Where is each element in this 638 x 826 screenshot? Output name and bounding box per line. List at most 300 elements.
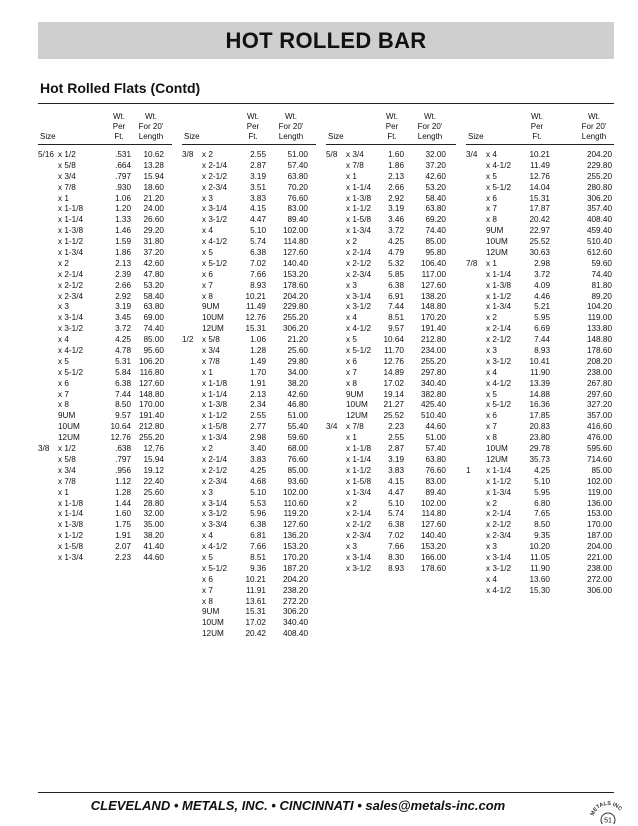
weight-per-20ft: 47.80 xyxy=(143,269,164,279)
weight-per-20ft: 25.60 xyxy=(143,487,164,497)
table-row xyxy=(182,531,316,542)
table-row xyxy=(466,542,614,553)
weight-per-ft: 5.10 xyxy=(388,498,404,508)
weight-per-20ft: 255.20 xyxy=(420,356,446,366)
size-width: x 3 xyxy=(486,542,497,552)
weight-per-20ft: 297.60 xyxy=(586,389,612,399)
size-width: x 3/4 xyxy=(346,150,364,159)
size-width: x 2-1/4 xyxy=(346,248,372,258)
table-row xyxy=(326,204,456,215)
weight-per-ft: 9.57 xyxy=(115,411,131,421)
size-width: x 4 xyxy=(486,150,497,159)
table-row xyxy=(466,531,614,542)
weight-per-ft: 1.20 xyxy=(115,204,131,214)
weight-per-ft: 11.49 xyxy=(530,160,550,170)
size-width: x 1-3/8 xyxy=(202,400,228,410)
table-row xyxy=(326,183,456,194)
weight-per-20ft: 170.20 xyxy=(282,552,308,562)
size-width: x 1-1/8 xyxy=(202,378,228,388)
table-row xyxy=(182,183,316,194)
weight-per-ft: 15.31 xyxy=(245,324,266,334)
weight-per-ft: 8.30 xyxy=(388,552,404,562)
size-width: x 7/8 xyxy=(58,476,76,486)
header-wt-per-20ft xyxy=(577,112,611,142)
weight-per-ft: 4.25 xyxy=(534,465,550,475)
weight-per-20ft: 187.00 xyxy=(586,531,612,541)
size-width: x 2-1/2 xyxy=(346,520,372,530)
weight-per-ft: 5.21 xyxy=(534,302,550,312)
weight-per-20ft: 138.20 xyxy=(420,291,446,301)
table-row xyxy=(38,509,172,520)
table-row xyxy=(182,422,316,433)
table-row xyxy=(38,226,172,237)
weight-per-20ft: 153.20 xyxy=(282,542,308,552)
table-row xyxy=(466,400,614,411)
table-row xyxy=(466,564,614,575)
size-width: x 6 xyxy=(202,269,213,279)
weight-per-20ft: 178.60 xyxy=(282,280,308,290)
table-row xyxy=(182,520,316,531)
size-thickness: 1 xyxy=(466,465,471,475)
size-width: x 1-1/2 xyxy=(346,204,372,214)
table-row xyxy=(38,172,172,183)
weight-per-ft: 2.92 xyxy=(115,291,131,301)
size-width: x 1-5/8 xyxy=(346,476,372,486)
table-row xyxy=(182,607,316,618)
table-row xyxy=(182,270,316,281)
size-width: x 5 xyxy=(486,389,497,399)
weight-per-ft: 6.38 xyxy=(250,248,266,258)
table-row xyxy=(326,520,456,531)
table-row xyxy=(182,542,316,553)
table-row xyxy=(38,237,172,248)
size-width: x 3-1/4 xyxy=(346,291,372,301)
weight-per-ft: 5.95 xyxy=(534,313,550,323)
table-row xyxy=(466,150,614,161)
weight-per-ft: 4.47 xyxy=(388,487,404,497)
weight-per-20ft: 21.20 xyxy=(143,193,164,203)
weight-per-20ft: 32.00 xyxy=(425,150,446,159)
table-row xyxy=(38,335,172,346)
size-width: x 1-1/2 xyxy=(486,291,512,301)
weight-per-20ft: 340.40 xyxy=(282,618,308,628)
table-row xyxy=(466,281,614,292)
table-row xyxy=(182,509,316,520)
table-row xyxy=(326,400,456,411)
weight-per-ft: 13.61 xyxy=(245,596,266,606)
weight-per-ft: 11.90 xyxy=(530,367,550,377)
weight-per-ft: 1.86 xyxy=(115,248,131,258)
weight-per-20ft: 76.60 xyxy=(425,465,446,475)
weight-per-ft: 15.30 xyxy=(529,585,550,595)
weight-per-ft: 21.27 xyxy=(383,400,404,410)
table-row xyxy=(466,466,614,477)
size-width: x 3-1/2 xyxy=(58,324,84,334)
table-row xyxy=(466,509,614,520)
weight-per-20ft: 102.00 xyxy=(282,226,308,236)
weight-per-20ft: 51.00 xyxy=(425,433,446,443)
size-width: x 1-3/4 xyxy=(58,552,84,562)
size-width: 12UM xyxy=(346,411,368,421)
weight-per-ft: .956 xyxy=(115,465,131,475)
weight-per-20ft: 95.60 xyxy=(143,346,164,356)
weight-per-ft: 8.51 xyxy=(250,552,266,562)
weight-per-20ft: 187.20 xyxy=(282,563,308,573)
weight-per-ft: 3.83 xyxy=(250,454,266,464)
weight-per-20ft: 119.20 xyxy=(283,509,308,519)
table-row xyxy=(38,499,172,510)
weight-per-20ft: 95.80 xyxy=(425,248,446,258)
title-bar xyxy=(38,22,614,59)
weight-per-20ft: 280.80 xyxy=(586,182,612,192)
table-row xyxy=(326,292,456,303)
weight-per-ft: 3.45 xyxy=(115,313,131,323)
weight-per-20ft: 166.00 xyxy=(420,552,446,562)
weight-per-20ft: 127.60 xyxy=(420,520,446,530)
size-width: x 3-1/2 xyxy=(346,302,372,312)
size-width: 12UM xyxy=(202,324,224,334)
size-width: x 2-3/4 xyxy=(202,476,228,486)
weight-per-20ft: 26.60 xyxy=(143,215,164,225)
table-column-3 xyxy=(326,105,456,575)
weight-per-ft: 3.40 xyxy=(250,444,266,454)
weight-per-ft: 3.72 xyxy=(115,324,131,334)
table-row xyxy=(182,553,316,564)
weight-per-20ft: 44.60 xyxy=(143,552,164,562)
weight-per-20ft: 42.60 xyxy=(143,258,164,268)
weight-per-20ft: 21.20 xyxy=(287,335,308,345)
weight-per-ft: 4.25 xyxy=(388,237,404,247)
size-width: x 1-3/4 xyxy=(346,487,372,497)
size-width: x 2-1/2 xyxy=(346,258,372,268)
weight-per-ft: 6.69 xyxy=(534,324,550,334)
weight-per-ft: 2.77 xyxy=(250,422,266,432)
weight-per-ft: 1.33 xyxy=(115,215,131,225)
size-width: 9UM xyxy=(202,607,220,617)
table-row xyxy=(182,313,316,324)
weight-per-20ft: 37.20 xyxy=(425,160,446,170)
table-row xyxy=(38,292,172,303)
size-width: x 4-1/2 xyxy=(202,542,228,552)
table-row xyxy=(326,466,456,477)
weight-per-20ft: 612.60 xyxy=(586,248,612,258)
weight-per-20ft: 28.80 xyxy=(143,498,164,508)
weight-per-20ft: 57.40 xyxy=(425,444,446,454)
table-row xyxy=(326,444,456,455)
weight-per-ft: 35.73 xyxy=(529,454,550,464)
weight-per-20ft: 127.60 xyxy=(138,378,164,388)
weight-per-ft: 11.05 xyxy=(530,552,550,562)
weight-per-20ft: 74.40 xyxy=(425,226,446,236)
header-size: Size xyxy=(468,132,484,141)
weight-per-20ft: 85.00 xyxy=(143,335,164,345)
weight-per-ft: 5.32 xyxy=(388,258,404,268)
table-row xyxy=(326,215,456,226)
size-width: x 1-3/8 xyxy=(346,193,372,203)
weight-per-20ft: 68.00 xyxy=(287,444,308,454)
weight-per-20ft: 136.00 xyxy=(586,498,612,508)
weight-per-ft: 15.31 xyxy=(529,193,550,203)
weight-per-ft: 10.41 xyxy=(529,356,550,366)
size-width: x 5-1/2 xyxy=(202,563,228,573)
size-width: x 6 xyxy=(202,574,213,584)
table-row xyxy=(466,455,614,466)
size-width: x 1/2 xyxy=(58,150,76,159)
weight-per-ft: 2.87 xyxy=(250,160,266,170)
table-row xyxy=(38,324,172,335)
weight-per-20ft: 357.00 xyxy=(586,411,612,421)
table-row xyxy=(326,422,456,433)
table-row xyxy=(326,564,456,575)
weight-per-20ft: 76.60 xyxy=(287,193,308,203)
size-width: x 7/8 xyxy=(202,356,220,366)
size-width: x 1-1/4 xyxy=(58,509,84,519)
table-row xyxy=(38,194,172,205)
table-row xyxy=(182,259,316,270)
weight-per-ft: 17.85 xyxy=(529,411,550,421)
weight-per-20ft: 229.80 xyxy=(282,302,308,312)
size-thickness: 5/8 xyxy=(326,150,338,159)
weight-per-ft: 17.87 xyxy=(529,204,550,214)
size-width: x 1-3/8 xyxy=(486,280,512,290)
header-rule xyxy=(326,144,456,145)
size-width: x 8 xyxy=(346,378,357,388)
weight-per-20ft: 297.80 xyxy=(420,367,446,377)
weight-per-20ft: 272.00 xyxy=(586,574,612,584)
size-width: x 6 xyxy=(346,356,357,366)
weight-per-ft: 5.85 xyxy=(388,269,404,279)
size-width: x 2-1/2 xyxy=(486,520,512,530)
weight-per-20ft: 255.20 xyxy=(138,433,164,443)
table-row xyxy=(182,564,316,575)
weight-per-ft: 4.25 xyxy=(250,465,266,475)
size-width: x 5-1/2 xyxy=(486,182,512,192)
size-width: x 3 xyxy=(346,542,357,552)
weight-per-ft: 12.76 xyxy=(110,433,131,443)
table-row xyxy=(466,292,614,303)
table-row xyxy=(182,444,316,455)
weight-per-ft: 3.83 xyxy=(250,193,266,203)
weight-per-20ft: 510.40 xyxy=(420,411,446,421)
header-line: Ft. xyxy=(532,132,542,141)
size-width: x 7 xyxy=(202,280,213,290)
size-width: x 1-3/4 xyxy=(486,302,512,312)
header-rule xyxy=(182,144,316,145)
table-row xyxy=(466,194,614,205)
table-row xyxy=(466,215,614,226)
table-row xyxy=(466,226,614,237)
header-line: Wt. xyxy=(386,112,398,121)
weight-per-ft: 3.19 xyxy=(388,454,404,464)
weight-per-20ft: 238.00 xyxy=(586,367,612,377)
weight-per-ft: 1.06 xyxy=(250,335,266,345)
weight-per-ft: 1.91 xyxy=(115,531,131,541)
weight-per-20ft: 53.20 xyxy=(425,182,446,192)
size-width: x 1-1/2 xyxy=(58,237,84,247)
table-row xyxy=(466,553,614,564)
weight-per-20ft: 102.00 xyxy=(586,476,612,486)
size-width: x 2-1/2 xyxy=(202,465,228,475)
header-wt-per-ft xyxy=(106,112,132,142)
size-width: x 1-1/4 xyxy=(58,215,84,225)
size-width: x 1 xyxy=(202,367,213,377)
size-width: 9UM xyxy=(346,389,364,399)
weight-per-20ft: 127.60 xyxy=(420,280,446,290)
size-width: x 1 xyxy=(486,258,497,268)
header-wt-per-ft xyxy=(240,112,266,142)
weight-per-ft: 1.75 xyxy=(115,520,131,530)
weight-per-ft: 3.19 xyxy=(250,171,266,181)
weight-per-20ft: 306.20 xyxy=(282,607,308,617)
weight-per-20ft: 117.00 xyxy=(421,269,446,279)
weight-per-20ft: 83.00 xyxy=(287,204,308,214)
weight-per-20ft: 102.00 xyxy=(282,487,308,497)
weight-per-20ft: 306.00 xyxy=(586,585,612,595)
size-width: x 7 xyxy=(202,585,213,595)
weight-per-ft: 12.76 xyxy=(245,313,266,323)
weight-per-ft: 14.88 xyxy=(529,389,550,399)
weight-per-20ft: 255.20 xyxy=(282,313,308,323)
weight-per-20ft: 425.40 xyxy=(420,400,446,410)
size-width: x 5 xyxy=(486,171,497,181)
weight-per-ft: 7.02 xyxy=(250,258,266,268)
table-row xyxy=(38,346,172,357)
weight-per-20ft: 204.20 xyxy=(282,574,308,584)
header-line: Wt. xyxy=(113,112,125,121)
header-line: For 20' xyxy=(417,122,443,131)
size-width: x 4 xyxy=(486,367,497,377)
weight-per-20ft: 89.40 xyxy=(287,215,308,225)
weight-per-ft: 3.83 xyxy=(388,465,404,475)
weight-per-ft: 2.87 xyxy=(388,444,404,454)
weight-per-ft: 1.60 xyxy=(115,509,131,519)
weight-per-20ft: 10.62 xyxy=(143,150,164,159)
table-row xyxy=(466,259,614,270)
header-line: For 20' xyxy=(138,122,164,131)
table-row xyxy=(326,346,456,357)
weight-per-ft: 6.81 xyxy=(250,531,266,541)
size-width: 10UM xyxy=(202,618,224,628)
table-row xyxy=(182,379,316,390)
table-row xyxy=(182,248,316,259)
weight-per-20ft: 63.80 xyxy=(425,204,446,214)
header-line: Wt. xyxy=(285,112,297,121)
weight-per-ft: 1.12 xyxy=(115,476,131,486)
weight-per-20ft: 255.20 xyxy=(586,171,612,181)
weight-per-ft: 5.10 xyxy=(250,487,266,497)
size-width: 12UM xyxy=(486,248,508,258)
table-row xyxy=(326,335,456,346)
weight-per-ft: 9.35 xyxy=(534,531,550,541)
table-row xyxy=(326,455,456,466)
weight-per-20ft: 212.80 xyxy=(138,422,164,432)
weight-per-20ft: 15.94 xyxy=(143,171,164,181)
weight-per-20ft: 85.00 xyxy=(287,465,308,475)
size-width: x 5 xyxy=(58,356,69,366)
table-row xyxy=(326,357,456,368)
size-width: 10UM xyxy=(58,422,80,432)
weight-per-20ft: 81.80 xyxy=(591,280,612,290)
table-row xyxy=(326,390,456,401)
table-row xyxy=(326,237,456,248)
size-width: 12UM xyxy=(486,454,508,464)
size-width: 12UM xyxy=(58,433,80,443)
header-size: Size xyxy=(40,132,56,141)
weight-per-ft: 4.47 xyxy=(250,215,266,225)
weight-per-20ft: 74.40 xyxy=(143,324,164,334)
table-row xyxy=(326,488,456,499)
weight-per-20ft: 148.80 xyxy=(420,302,446,312)
table-row xyxy=(182,172,316,183)
column-header xyxy=(326,105,456,145)
size-width: x 2-3/4 xyxy=(486,531,512,541)
weight-per-ft: 2.55 xyxy=(250,411,266,421)
table-row xyxy=(466,411,614,422)
size-thickness: 3/4 xyxy=(326,422,338,432)
table-row xyxy=(182,368,316,379)
size-width: x 4-1/2 xyxy=(346,324,372,334)
weight-per-20ft: 89.20 xyxy=(591,291,612,301)
weight-per-ft: 1.91 xyxy=(250,378,266,388)
weight-per-ft: 2.98 xyxy=(250,433,266,443)
header-line: Wt. xyxy=(531,112,543,121)
weight-per-20ft: 19.12 xyxy=(143,465,164,475)
weight-per-20ft: 127.60 xyxy=(282,248,308,258)
weight-per-ft: 14.89 xyxy=(383,367,404,377)
logo-text: METALS INC xyxy=(589,800,623,817)
table-row xyxy=(182,281,316,292)
size-width: x 5 xyxy=(202,552,213,562)
weight-per-20ft: 327.20 xyxy=(586,400,612,410)
weight-per-20ft: 208.20 xyxy=(586,356,612,366)
size-width: x 2 xyxy=(202,444,213,454)
table-row xyxy=(326,553,456,564)
weight-per-ft: 11.90 xyxy=(530,563,550,573)
table-row xyxy=(182,161,316,172)
weight-per-ft: 3.51 xyxy=(250,182,266,192)
weight-per-ft: 6.80 xyxy=(534,498,550,508)
size-thickness: 7/8 xyxy=(466,258,478,268)
table-row xyxy=(466,183,614,194)
size-width: x 7/8 xyxy=(58,182,76,192)
weight-per-20ft: 306.20 xyxy=(586,193,612,203)
weight-per-20ft: 238.00 xyxy=(586,563,612,573)
header-line: Length xyxy=(278,132,304,141)
weight-per-20ft: 18.60 xyxy=(143,182,164,192)
weight-per-ft: 9.36 xyxy=(250,563,266,573)
weight-per-20ft: 104.20 xyxy=(586,302,612,312)
weight-per-ft: 11.91 xyxy=(246,585,266,595)
size-width: x 7/8 xyxy=(346,160,364,170)
weight-per-ft: .531 xyxy=(115,150,131,159)
size-width: 9UM xyxy=(202,302,220,312)
weight-per-ft: 10.20 xyxy=(529,542,550,552)
size-width: x 3-1/2 xyxy=(486,356,512,366)
table-rows xyxy=(38,150,172,564)
weight-per-ft: 10.64 xyxy=(110,422,131,432)
size-width: x 2 xyxy=(202,150,213,159)
column-header xyxy=(182,105,316,145)
weight-per-ft: 5.74 xyxy=(250,237,266,247)
table-row xyxy=(466,346,614,357)
table-rows xyxy=(326,150,456,575)
weight-per-ft: .797 xyxy=(115,171,131,181)
table-row xyxy=(182,466,316,477)
table-row xyxy=(38,259,172,270)
size-width: x 4 xyxy=(346,313,357,323)
table-row xyxy=(182,411,316,422)
size-width: x 3-1/2 xyxy=(202,509,228,519)
